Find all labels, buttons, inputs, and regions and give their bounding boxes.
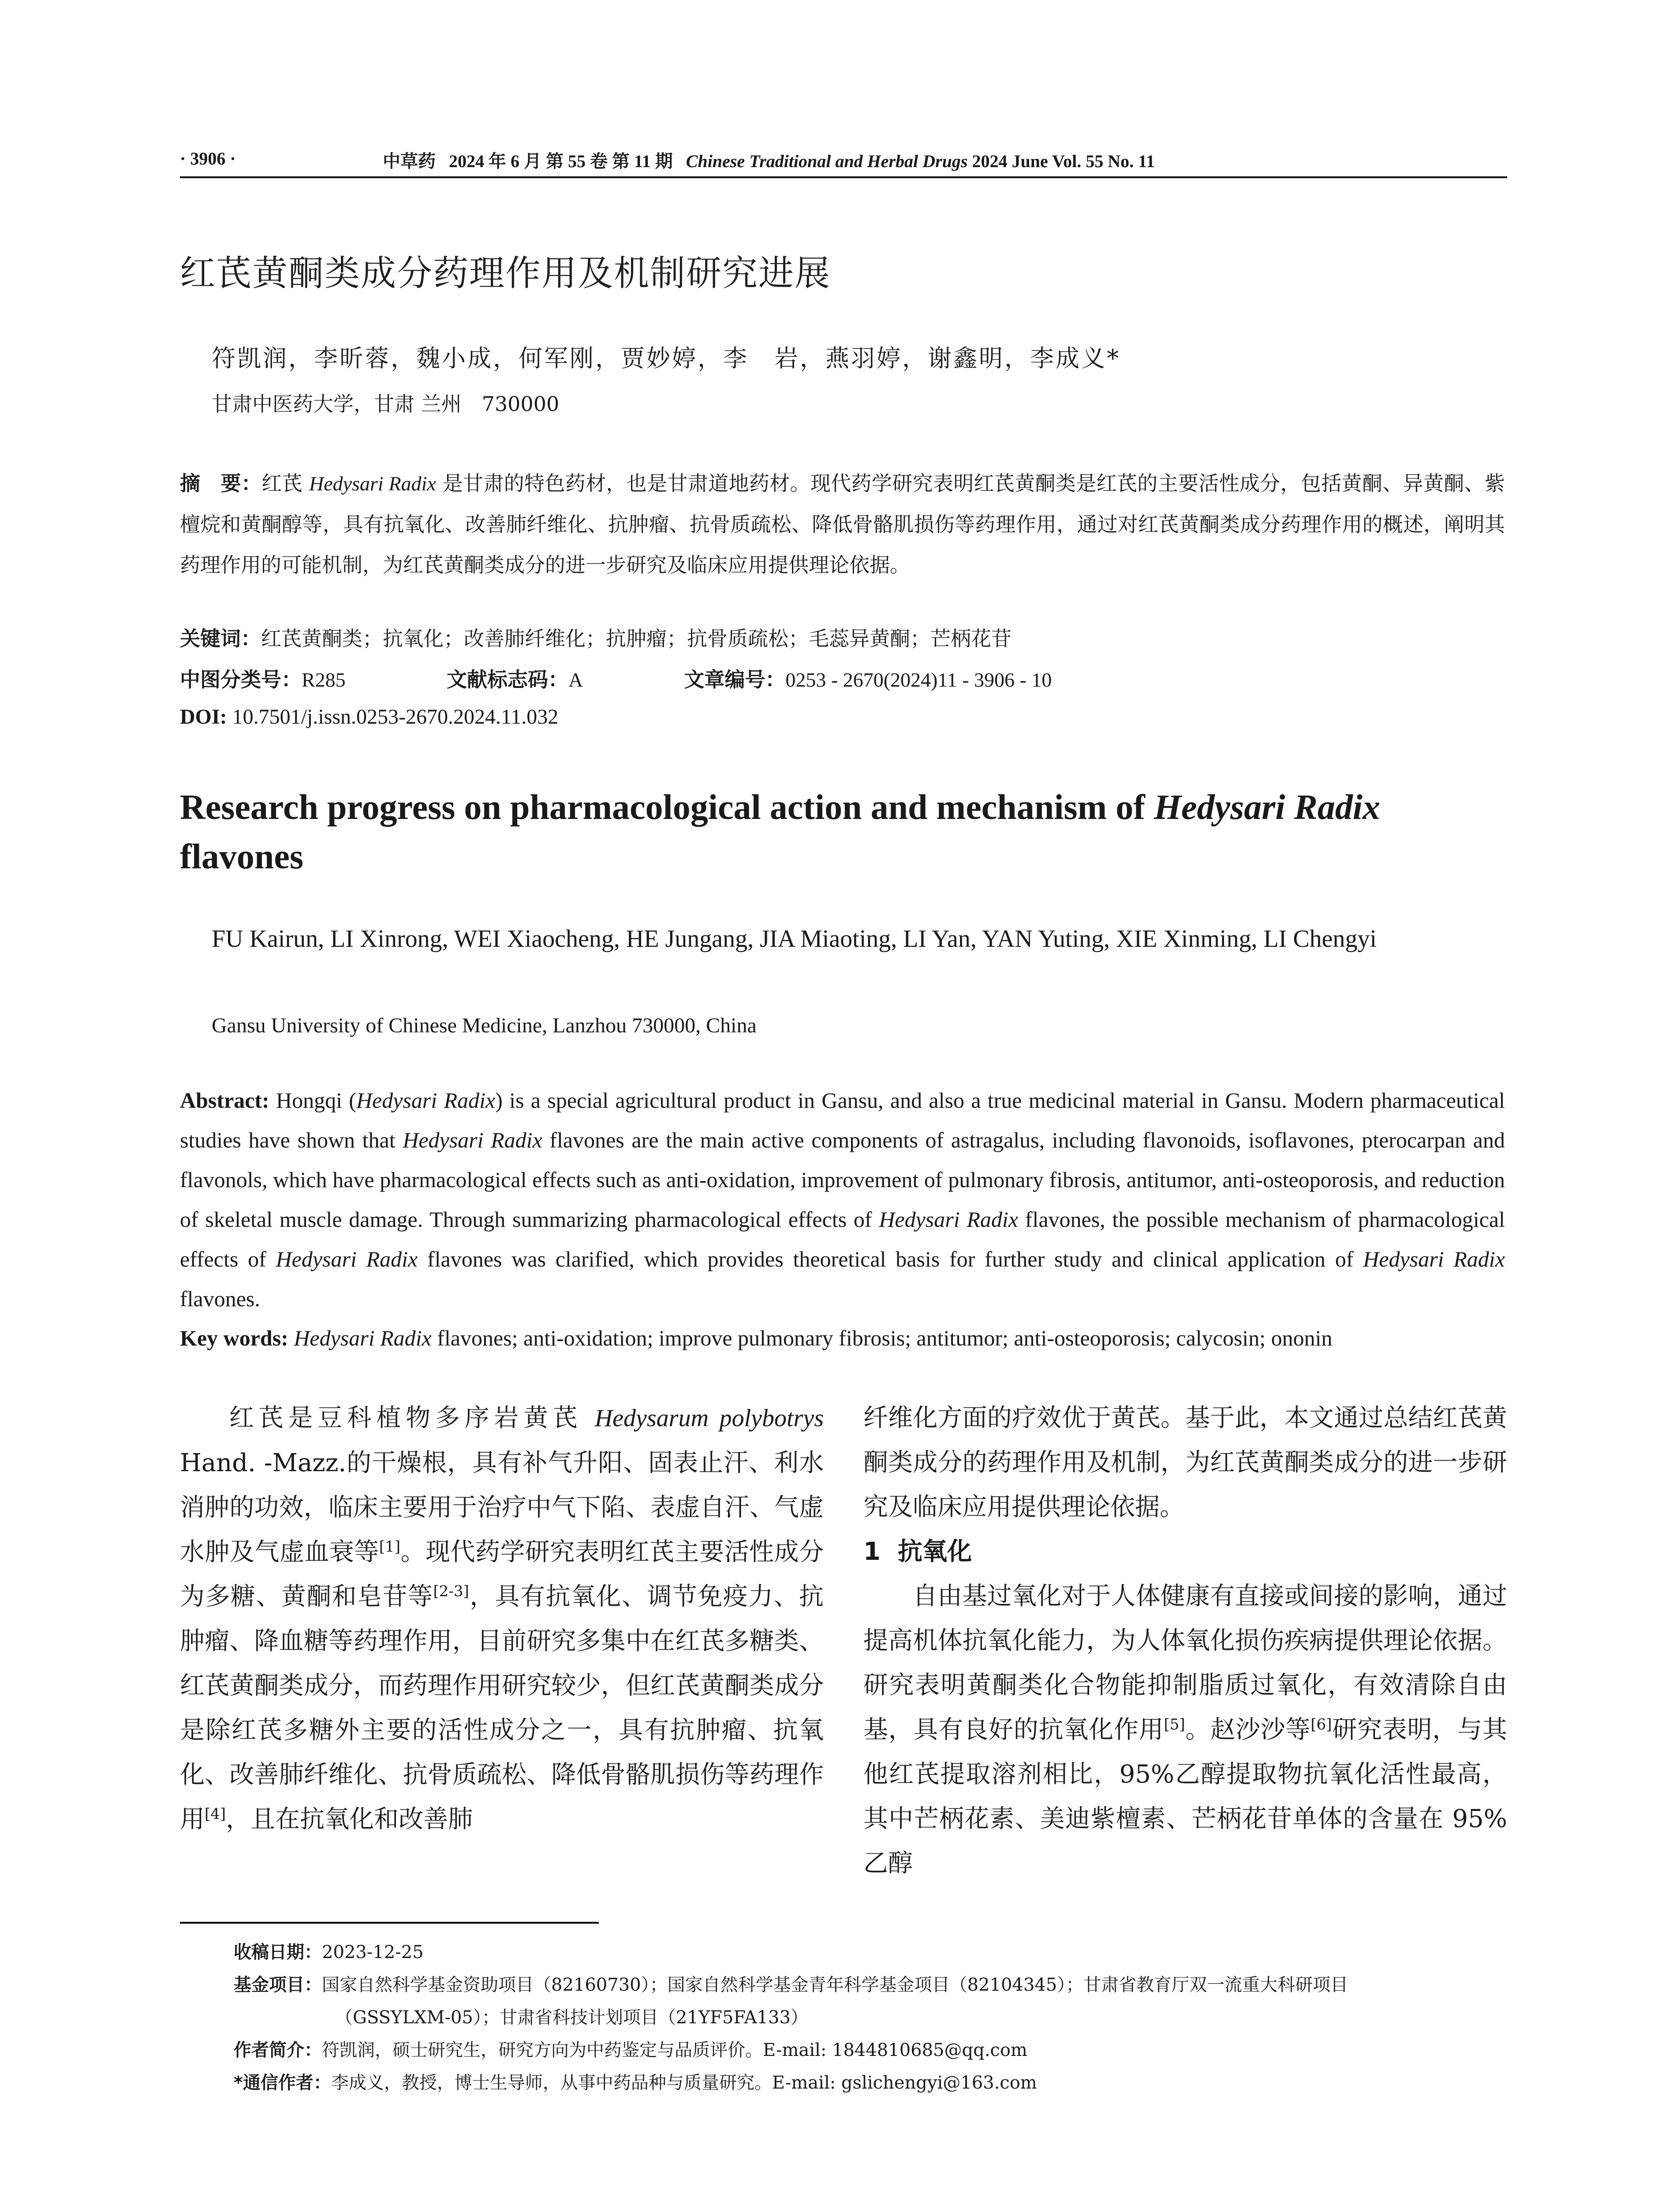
keywords-cn-label: 关键词： [180, 627, 261, 650]
keywords-en-text: flavones; anti-oxidation; improve pulmonary fibrosis; antitumor; anti-osteoporosis; calycosin; ononin [431, 1326, 1333, 1350]
doi-value[interactable]: 10.7501/j.issn.0253-2670.2024.11.032 [232, 705, 559, 729]
doc-code-label: 文献标志码： [446, 668, 568, 691]
intro-paragraph [180, 1396, 824, 1842]
received-date [234, 1936, 1508, 1969]
section-heading [863, 1529, 1507, 1574]
keywords-cn [180, 623, 1012, 652]
fund-info-cont: （GSSYLXM-05）；甘肃省科技计划项目（21YF5FA133） [335, 2007, 808, 2028]
abstract-en-s3: flavones are the main active components of astragalus, including flavonoids, isoflavones, pterocarpan and flavonols, which have pharmacological effects such as anti-oxidation, improvement of pulmonary fibrosis, antitumor, anti-osteoporosis, and reduction of skeletal muscle damage. Through summarizing pharmacological effects of [180, 1128, 1505, 1232]
corresponding-label: *通信作者： [234, 2073, 331, 2093]
keywords-en-label: Key words: [180, 1326, 288, 1350]
citation-ref[interactable]: [2-3] [433, 1582, 469, 1600]
fund-info [234, 1969, 1508, 2001]
body-column-right [863, 1396, 1507, 1886]
keywords-cn-text: 红芪黄酮类；抗氧化；改善肺纤维化；抗肿瘤；抗骨质疏松；毛蕊异黄酮；芒柄花苷 [261, 627, 1012, 650]
journal-line [383, 147, 1155, 172]
abstract-en-label: Abstract: [180, 1088, 269, 1113]
species-name: Hedysarum polybotrys [594, 1405, 824, 1432]
title-en-text: Research progress on pharmacological action and mechanism of [180, 788, 1154, 827]
clc-label: 中图分类号： [180, 668, 302, 691]
title-en [180, 783, 1507, 882]
intro-text-d: ，具有抗氧化、调节免疫力、抗肿瘤、降血糖等药理作用，目前研究多集中在红芪多糖类、红芪黄酮类成分，而药理作用研究较少，但红芪黄酮类成分是除红芪多糖外主要的活性成分之一，具有抗肿瘤、抗氧化、改善肺纤维化、抗骨质疏松、降低骨骼肌损伤等药理作用 [180, 1582, 824, 1834]
citation-ref[interactable]: [4] [205, 1805, 226, 1823]
abstract-cn-text-2: 是甘肃的特色药材，也是甘肃道地药材。现代药学研究表明红芪黄酮类是红芪的主要活性成分，包括黄酮、异黄酮、紫檀烷和黄酮醇等，具有抗氧化、改善肺纤维化、抗肿瘤、抗骨质疏松、降低骨骼肌损伤等药理作用，通过对红芪黄酮类成分药理作用的概述，阐明其药理作用的可能机制，为红芪黄酮类成分的进一步研究及临床应用提供理论依据。 [180, 471, 1505, 577]
abstract-en-s1: Hongqi ( [269, 1088, 356, 1113]
footnote-divider [180, 1922, 599, 1924]
affiliation-en: Gansu University of Chinese Medicine, Lanzhou 730000, China [212, 1014, 757, 1037]
title-cn: 红芪黄酮类成分药理作用及机制研究进展 [180, 253, 831, 294]
abstract-en-i3: Hedysari Radix [879, 1207, 1019, 1232]
body-column-left [180, 1396, 824, 1842]
section-title: 抗氧化 [897, 1537, 972, 1566]
page-number: · 3906 · [180, 149, 236, 168]
author-bio-text: 符凯润，硕士研究生，研究方向为中药鉴定与品质评价。E-mail: 1844810685@qq.com [322, 2040, 1027, 2060]
abstract-cn-latin: Hedysari Radix [309, 472, 436, 495]
intro-text-b: Hand. -Mazz.的干燥根，具有补气升阳、固表止汗、利水消肿的功效，临床主要用于治疗中气下陷、表虚自汗、气虚水肿及气虚血衰等 [180, 1449, 824, 1566]
author-bio-label: 作者简介： [234, 2040, 322, 2060]
abstract-en-i4: Hedysari Radix [276, 1247, 418, 1271]
citation-ref[interactable]: [5] [1164, 1715, 1185, 1734]
abstract-en [180, 1080, 1505, 1319]
footnotes [234, 1936, 1508, 2099]
abstract-en-i5: Hedysari Radix [1363, 1247, 1505, 1271]
abstract-cn-text: 红芪 [261, 471, 309, 495]
keywords-en-latin: Hedysari Radix [294, 1326, 432, 1350]
intro-text-e: ，且在抗氧化和改善肺 [226, 1805, 473, 1834]
section-paragraph [863, 1574, 1507, 1886]
abstract-en-i1: Hedysari Radix [356, 1088, 496, 1113]
section-number: 1 [863, 1537, 881, 1566]
fund-label: 基金项目： [234, 1975, 322, 1995]
title-en-latin: Hedysari Radix [1154, 788, 1381, 827]
fund-text: 国家自然科学基金资助项目（82160730）；国家自然科学基金青年科学基金项目（82104345）；甘肃省教育厅双一流重大科研项目 [322, 1975, 1348, 1995]
corresponding-author [234, 2067, 1508, 2099]
corresponding-text: 李成义，教授，博士生导师，从事中药品种与质量研究。E-mail: gslichengyi@163.com [331, 2073, 1037, 2093]
abstract-cn-label: 摘 要： [180, 471, 262, 495]
section-text-a: 自由基过氧化对于人体健康有直接或间接的影响，通过提高机体抗氧化能力，为人体氧化损伤疾病提供理论依据。研究表明黄酮类化合物能抑制脂质过氧化，有效清除自由基，具有良好的抗氧化作用 [863, 1582, 1507, 1744]
authors-cn: 符凯润，李昕蓉，魏小成，何军刚，贾妙婷，李 岩，燕羽婷，谢鑫明，李成义* [212, 344, 1120, 372]
issue-cn: 2024 年 6 月 第 55 卷 第 11 期 [449, 151, 673, 171]
running-header [180, 146, 1507, 178]
abstract-en-s5: flavones was clarified, which provides theoretical basis for further study and clinical application of [418, 1247, 1363, 1271]
doi-label: DOI: [180, 705, 227, 729]
received-value: 2023-12-25 [322, 1942, 424, 1962]
received-label: 收稿日期： [234, 1942, 322, 1962]
section-text-c: 研究表明，与其他红芪提取溶剂相比，95%乙醇提取物抗氧化活性最高，其中芒柄花素、美迪紫檀素、芒柄花苷单体的含量在 95%乙醇 [863, 1715, 1508, 1878]
article-no-label: 文章编号： [684, 668, 786, 691]
affiliation-cn: 甘肃中医药大学，甘肃 兰州 730000 [212, 392, 560, 416]
abstract-en-s4: flavones, the possible mechanism of pharmacological effects of [180, 1207, 1505, 1271]
authors-en: FU Kairun, LI Xinrong, WEI Xiaocheng, HE Jungang, JIA Miaoting, LI Yan, YAN Yuting, XIE Xinming, LI Chengyi [212, 925, 1377, 953]
clc-value: R285 [302, 669, 346, 691]
abstract-en-s2: ) is a special agricultural product in Gansu, and also a true medicinal material in Gansu. Modern pharmaceutical studies have shown that [180, 1088, 1505, 1152]
journal-name-cn: 中草药 [383, 151, 436, 171]
doc-code-value: A [568, 669, 583, 691]
article-no-value: 0253 - 2670(2024)11 - 3906 - 10 [785, 669, 1052, 691]
section-text-b: 。赵沙沙等 [1185, 1715, 1311, 1744]
citation-ref[interactable]: [1] [379, 1538, 400, 1556]
doi-line [180, 705, 558, 729]
title-en-text-2: flavones [180, 837, 303, 876]
intro-text-c: 。现代药学研究表明红芪主要活性成分为多糖、黄酮和皂苷等 [180, 1538, 824, 1611]
journal-name-en: Chinese Traditional and Herbal Drugs [686, 151, 968, 171]
keywords-en [180, 1325, 1332, 1351]
classification-line [180, 664, 1052, 693]
issue-en: 2024 June Vol. 55 No. 11 [972, 151, 1155, 171]
abstract-en-i2: Hedysari Radix [403, 1128, 542, 1152]
abstract-en-s6: flavones. [180, 1286, 260, 1311]
abstract-cn [180, 463, 1505, 585]
author-bio [234, 2034, 1508, 2067]
intro-continued: 纤维化方面的疗效优于黄芪。基于此，本文通过总结红芪黄酮类成分的药理作用及机制，为红芪黄酮类成分的进一步研究及临床应用提供理论依据。 [863, 1404, 1507, 1521]
intro-text-a: 红芪是豆科植物多序岩黄芪 [229, 1404, 595, 1432]
citation-ref[interactable]: [6] [1310, 1715, 1332, 1734]
